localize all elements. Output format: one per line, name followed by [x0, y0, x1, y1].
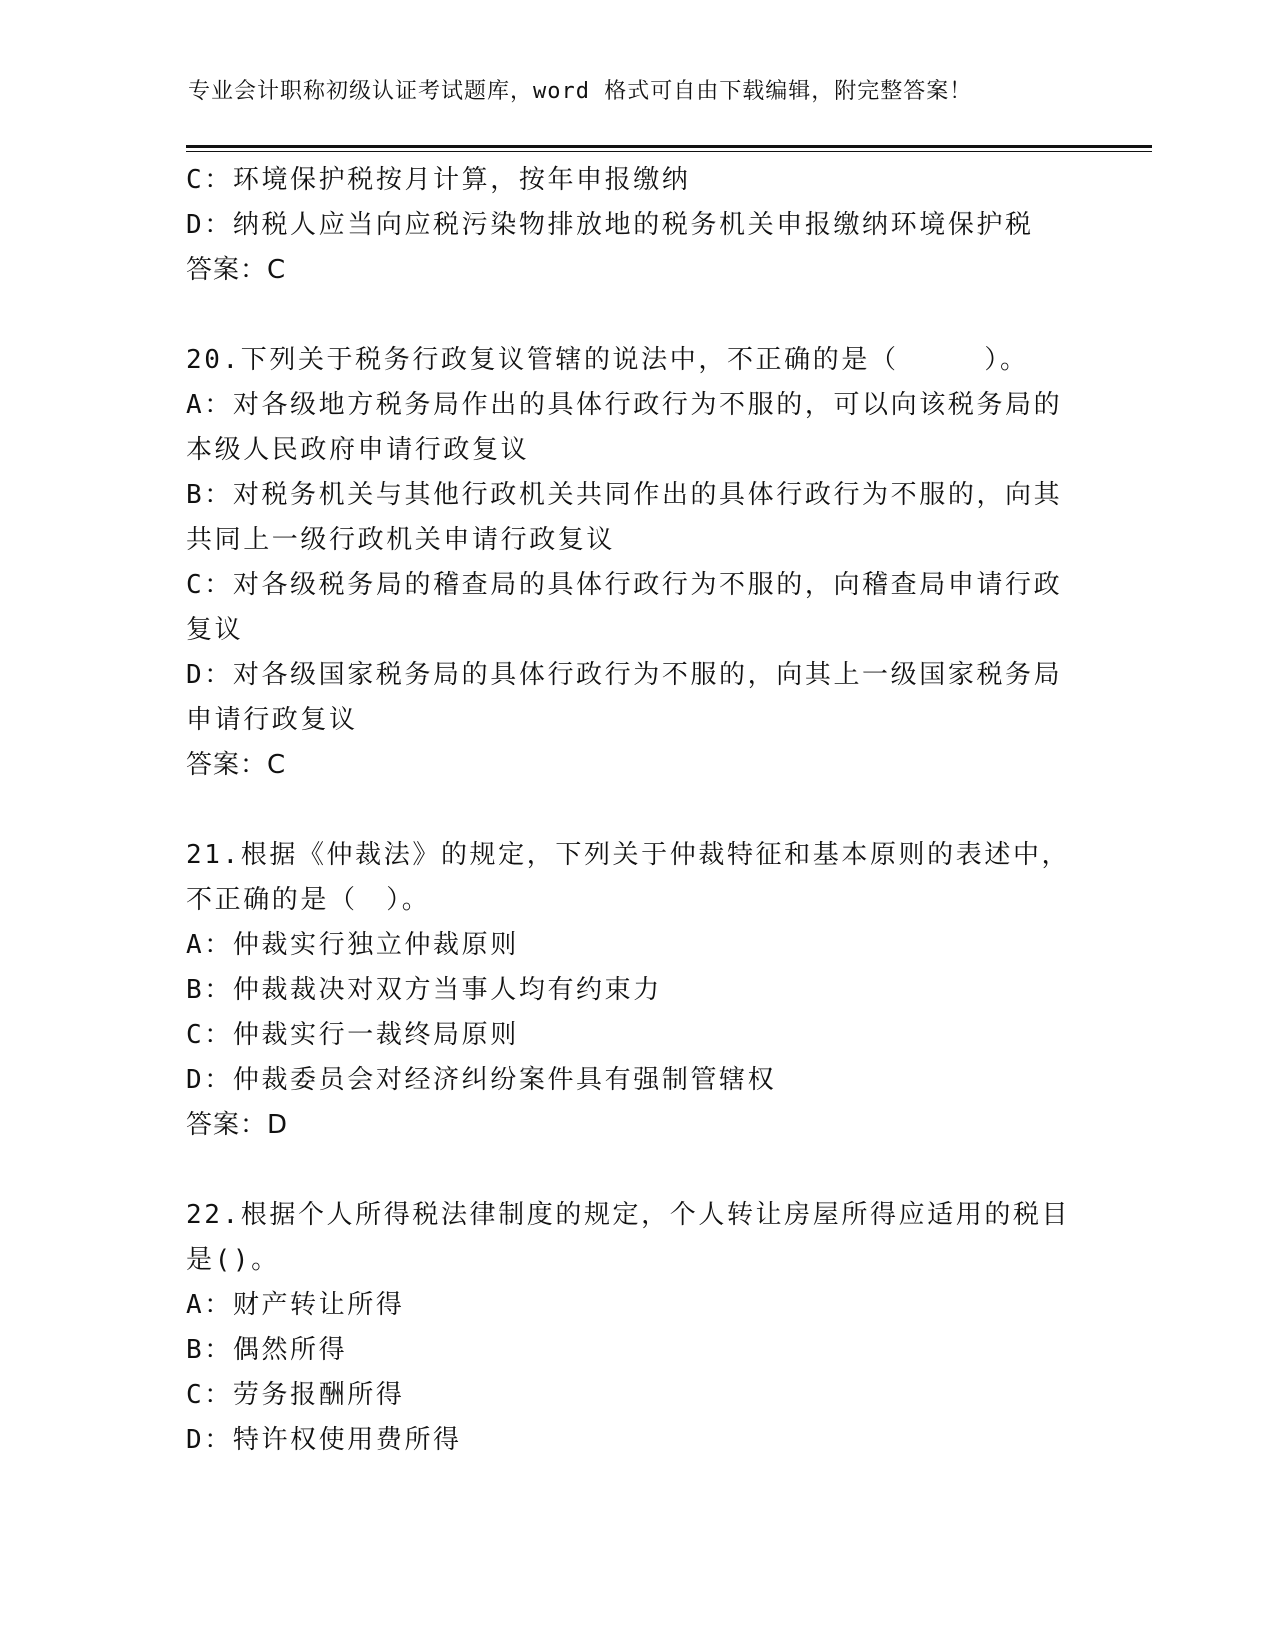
- option-c: C：劳务报酬所得: [186, 1380, 405, 1410]
- spacer: [186, 1148, 1086, 1193]
- question-stem-cont: 是()。: [186, 1245, 280, 1275]
- question-22: [186, 1193, 1086, 1463]
- question-stem: 22.根据个人所得税法律制度的规定，个人转让房屋所得应适用的税目: [186, 1200, 1071, 1230]
- option-d: D：对各级国家税务局的具体行政行为不服的，向其上一级国家税务局: [186, 660, 1063, 690]
- option-d: D：仲裁委员会对经济纠纷案件具有强制管辖权: [186, 1065, 777, 1095]
- option-a: A：财产转让所得: [186, 1290, 405, 1320]
- question-content: [186, 158, 1086, 1463]
- option-d-cont: 申请行政复议: [186, 705, 358, 735]
- option-a-cont: 本级人民政府申请行政复议: [186, 435, 530, 465]
- question-19-tail: [186, 158, 1086, 293]
- answer-line: 答案：C: [186, 750, 287, 780]
- header-rule-thin: [186, 151, 1152, 152]
- option-d: D：纳税人应当向应税污染物排放地的税务机关申报缴纳环境保护税: [186, 210, 1034, 240]
- option-c: C：对各级税务局的稽查局的具体行政行为不服的，向稽查局申请行政: [186, 570, 1063, 600]
- option-b: B：偶然所得: [186, 1335, 348, 1365]
- option-a: A：对各级地方税务局作出的具体行政行为不服的，可以向该税务局的: [186, 390, 1063, 420]
- answer-line: 答案：D: [186, 1110, 289, 1140]
- question-20: [186, 338, 1086, 788]
- option-b-cont: 共同上一级行政机关申请行政复议: [186, 525, 616, 555]
- spacer: [186, 293, 1086, 338]
- option-c: C：环境保护税按月计算，按年申报缴纳: [186, 165, 691, 195]
- option-c: C：仲裁实行一裁终局原则: [186, 1020, 519, 1050]
- question-stem: 20.下列关于税务行政复议管辖的说法中，不正确的是（ ）。: [186, 345, 1029, 375]
- option-c-cont: 复议: [186, 615, 244, 645]
- option-d: D：特许权使用费所得: [186, 1425, 462, 1455]
- header-rule-thick: [186, 145, 1152, 148]
- spacer: [186, 788, 1086, 833]
- question-stem-cont: 不正确的是（ ）。: [186, 885, 431, 915]
- page-header: 专业会计职称初级认证考试题库，word 格式可自由下载编辑，附完整答案！: [188, 79, 973, 104]
- option-b: B：对税务机关与其他行政机关共同作出的具体行政行为不服的，向其: [186, 480, 1063, 510]
- question-stem: 21.根据《仲裁法》的规定，下列关于仲裁特征和基本原则的表述中，: [186, 840, 1071, 870]
- question-21: [186, 833, 1086, 1148]
- option-a: A：仲裁实行独立仲裁原则: [186, 930, 519, 960]
- option-b: B：仲裁裁决对双方当事人均有约束力: [186, 975, 662, 1005]
- answer-line: 答案：C: [186, 255, 287, 285]
